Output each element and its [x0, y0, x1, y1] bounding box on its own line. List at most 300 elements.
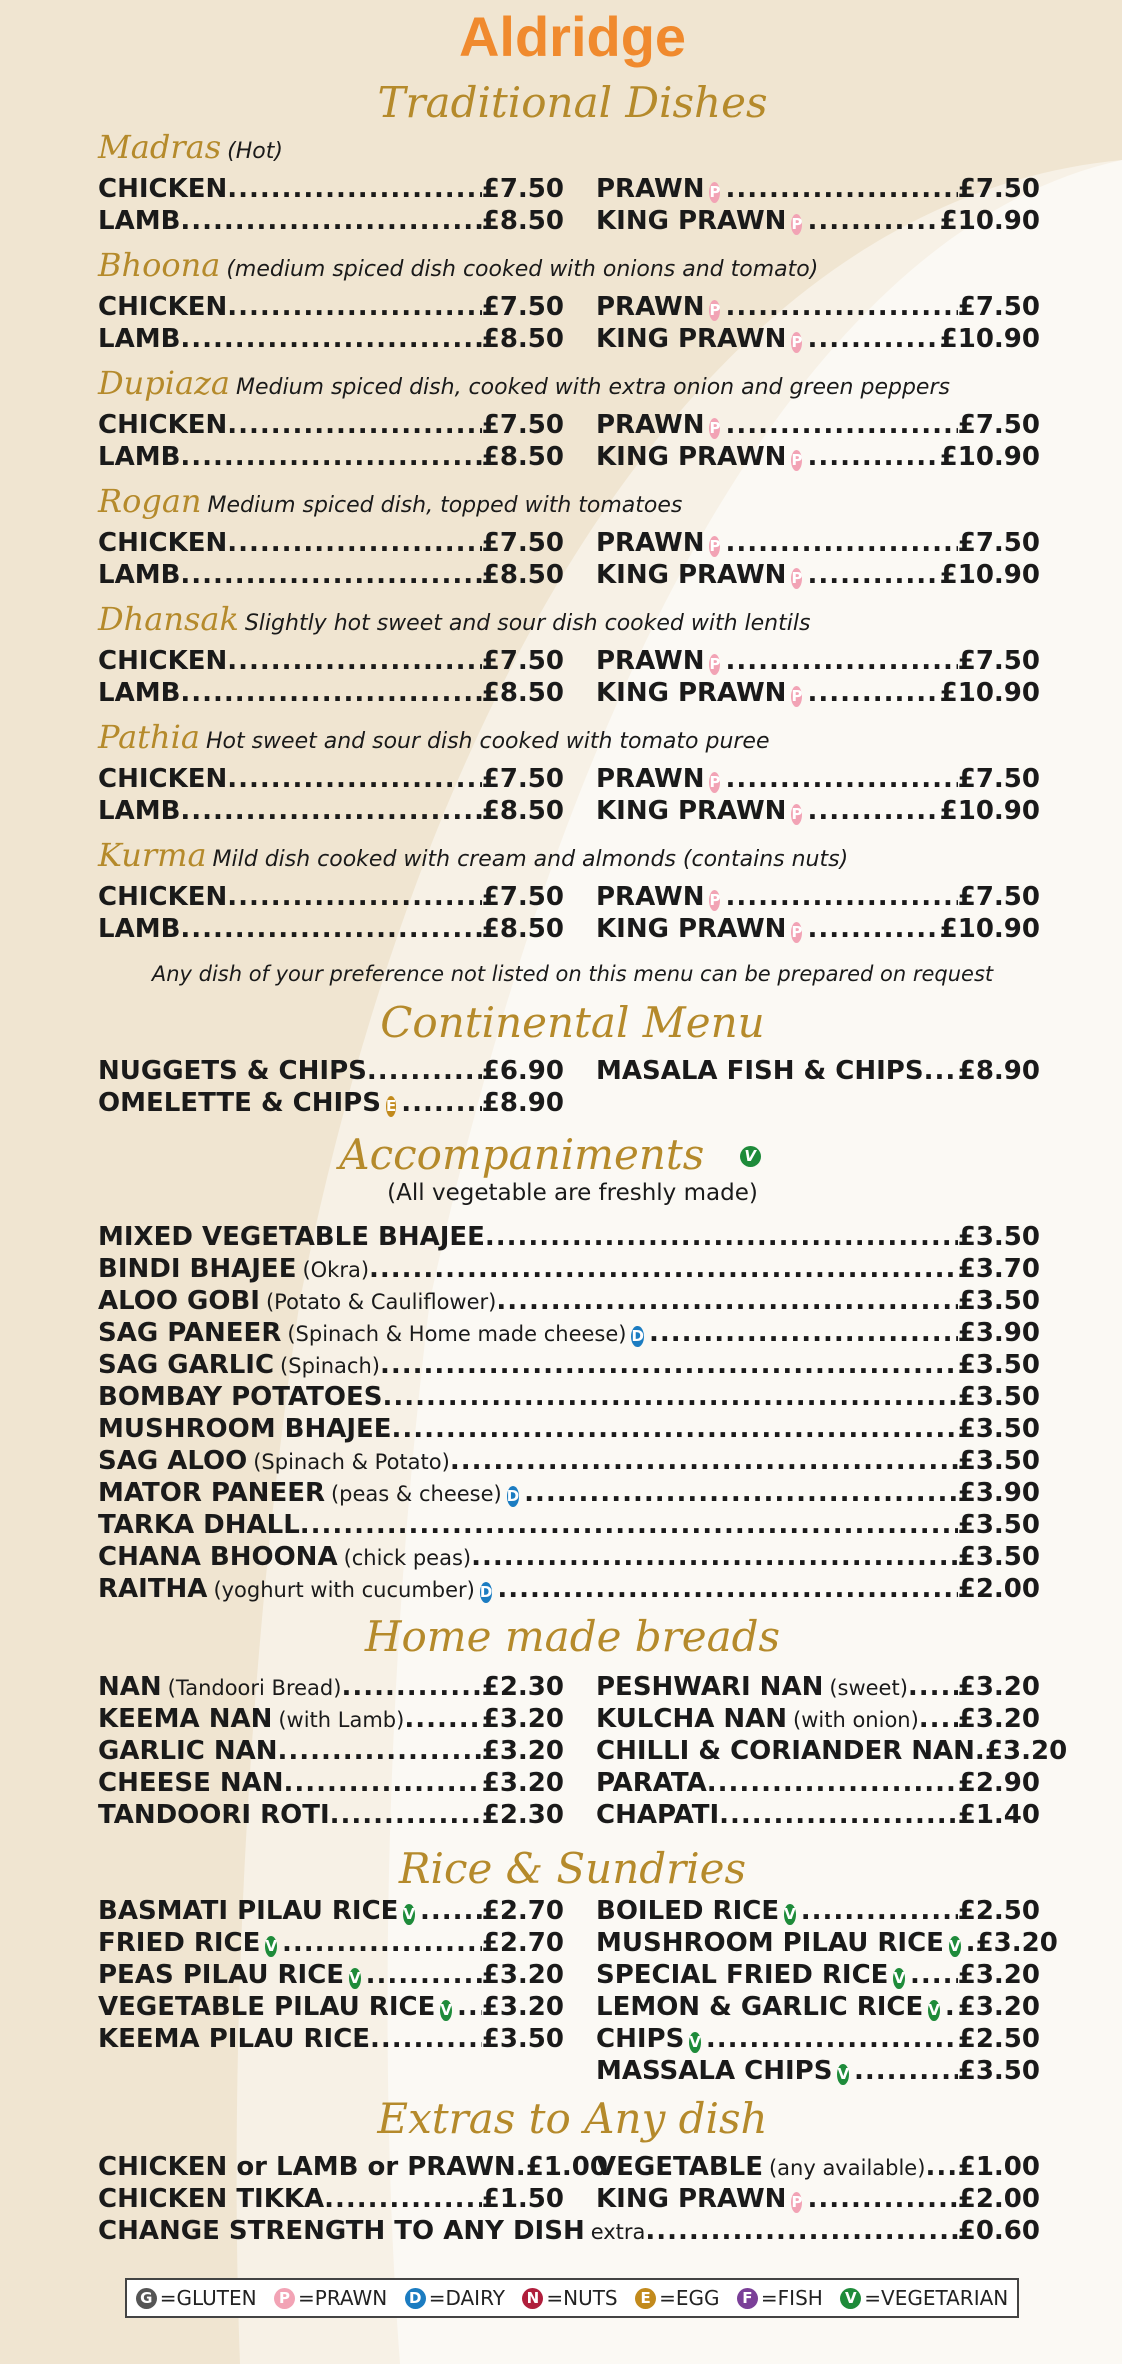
leader-dots — [801, 1896, 958, 1926]
menu-item-row — [596, 678, 1040, 710]
menu-item-price: £10.90 — [939, 442, 1040, 472]
menu-item-row — [596, 292, 1040, 324]
leader-dots — [330, 1800, 482, 1830]
menu-item-name: KING PRAWN — [596, 2184, 787, 2214]
menu-item-row — [98, 1510, 1040, 1542]
menu-item-description: (chick peas) — [343, 1546, 472, 1570]
menu-item-price: £7.50 — [481, 410, 564, 440]
menu-item-price: £8.90 — [957, 1056, 1040, 1086]
menu-item-price: £10.90 — [939, 678, 1040, 708]
leader-dots — [725, 646, 957, 676]
leader-dots — [369, 1254, 958, 1284]
prawn-icon: P — [709, 301, 721, 319]
leader-dots — [401, 1088, 482, 1118]
menu-item-row — [98, 1382, 1040, 1414]
dish-description: Medium spiced dish, topped with tomatoes — [207, 493, 683, 518]
leader-dots — [300, 1510, 958, 1540]
menu-item-price: £3.20 — [957, 1704, 1040, 1734]
menu-item-price: £10.90 — [939, 206, 1040, 236]
prawn-icon: P — [791, 215, 803, 233]
menu-item-row — [98, 1736, 564, 1768]
menu-item-price: £2.70 — [481, 1928, 564, 1958]
menu-item-price: £3.50 — [957, 1350, 1040, 1380]
legend-item — [522, 2286, 617, 2310]
menu-item-name: KING PRAWN — [596, 560, 787, 590]
continental-menu-title: Continental Menu — [380, 998, 765, 1047]
leader-dots — [807, 206, 939, 236]
leader-dots — [725, 528, 957, 558]
menu-item-row — [98, 2216, 1040, 2248]
leader-dots — [919, 1704, 958, 1734]
legend-egg-icon: E — [635, 2288, 656, 2309]
menu-item-name: MATOR PANEER — [98, 1478, 325, 1508]
menu-item-row — [596, 1704, 1040, 1736]
legend-label: =VEGETARIAN — [864, 2286, 1009, 2310]
legend-label: =FISH — [760, 2286, 823, 2310]
menu-item-row — [98, 1896, 564, 1928]
leader-dots — [910, 1960, 958, 1990]
menu-item-row — [98, 1960, 564, 1992]
prawn-icon: P — [791, 923, 803, 941]
extras-title: Extras to Any dish — [377, 2094, 768, 2143]
dish-description: (medium spiced dish cooked with onions and tomato) — [226, 257, 819, 282]
leader-dots — [227, 882, 481, 912]
menu-item-price: £3.50 — [957, 1382, 1040, 1412]
leader-dots — [227, 764, 481, 794]
leader-dots — [392, 1414, 958, 1444]
menu-item-price: £2.50 — [957, 2024, 1040, 2054]
menu-item-name: KULCHA NAN — [596, 1704, 788, 1734]
vegetarian-icon: V — [265, 1937, 277, 1955]
leader-dots — [284, 1768, 482, 1798]
menu-item-price: £0.60 — [957, 2216, 1040, 2246]
menu-item-price: £3.50 — [957, 2056, 1040, 2086]
leader-dots — [278, 1736, 482, 1766]
menu-item-row — [596, 1672, 1040, 1704]
menu-item-name: LAMB — [98, 678, 181, 708]
menu-item-price: £7.50 — [957, 528, 1040, 558]
menu-item-price: £6.90 — [481, 1056, 564, 1086]
legend-prawn-icon: P — [274, 2288, 295, 2309]
prawn-icon: P — [709, 419, 721, 437]
leader-dots — [807, 2184, 957, 2214]
menu-item-name: BOILED RICE — [596, 1896, 780, 1926]
menu-item-row — [98, 174, 564, 206]
menu-item-description: (Tandoori Bread) — [167, 1676, 342, 1700]
menu-item-name: PRAWN — [596, 764, 705, 794]
menu-item-row — [98, 2152, 608, 2184]
menu-item-price: £7.50 — [957, 882, 1040, 912]
dish-heading — [98, 128, 283, 166]
menu-item-price: £7.50 — [481, 528, 564, 558]
menu-item-name: CHICKEN — [98, 764, 228, 794]
menu-item-row — [596, 324, 1040, 356]
vegetarian-icon: V — [440, 2001, 452, 2019]
menu-item-name: GARLIC NAN — [98, 1736, 278, 1766]
leader-dots — [807, 914, 939, 944]
leader-dots — [366, 1960, 482, 1990]
leader-dots — [471, 1542, 958, 1572]
leader-dots — [807, 560, 939, 590]
menu-item-price: £3.20 — [957, 1992, 1040, 2022]
menu-item-name: PRAWN — [596, 528, 705, 558]
prawn-icon: P — [709, 655, 721, 673]
menu-item-row — [98, 1318, 1040, 1350]
menu-item-price: £10.90 — [939, 914, 1040, 944]
menu-item-name: PRAWN — [596, 174, 705, 204]
legend-item — [274, 2286, 387, 2310]
leader-dots — [496, 1286, 957, 1316]
vegetarian-icon: V — [403, 1905, 416, 1923]
menu-item-price: £1.00 — [525, 2152, 608, 2182]
menu-item-row — [98, 796, 564, 828]
leader-dots — [925, 2152, 957, 2182]
menu-item-description: (with onion) — [793, 1708, 919, 1732]
menu-item-name: MUSHROOM BHAJEE — [98, 1414, 392, 1444]
menu-item-price: £7.50 — [957, 410, 1040, 440]
menu-item-price: £7.50 — [481, 882, 564, 912]
menu-item-name: NAN — [98, 1672, 162, 1702]
dairy-icon: D — [479, 1583, 493, 1601]
menu-item-name: KING PRAWN — [596, 206, 787, 236]
dish-heading — [98, 718, 770, 756]
menu-item-price: £3.90 — [957, 1318, 1040, 1348]
menu-item-name: CHICKEN — [98, 646, 228, 676]
prawn-icon: P — [791, 451, 803, 469]
menu-item-row — [98, 1704, 564, 1736]
menu-item-row — [98, 1254, 1040, 1286]
menu-item-name: CHICKEN — [98, 882, 228, 912]
leader-dots — [966, 1928, 976, 1958]
menu-item-price: £3.20 — [481, 1960, 564, 1990]
menu-item-row — [98, 1478, 1040, 1510]
menu-item-name: LAMB — [98, 560, 181, 590]
menu-item-row — [98, 292, 564, 324]
menu-item-description: (Okra) — [302, 1258, 370, 1282]
menu-item-row — [98, 560, 564, 592]
prawn-icon: P — [709, 537, 721, 555]
leader-dots — [645, 2216, 957, 2246]
menu-item-description: (yoghurt with cucumber) — [213, 1578, 475, 1602]
menu-item-name: CHEESE NAN — [98, 1768, 284, 1798]
dish-description: Mild dish cooked with cream and almonds (contains nuts) — [212, 847, 849, 872]
menu-item-row — [596, 1056, 1040, 1088]
vegetarian-icon: V — [948, 1937, 961, 1955]
menu-item-row — [98, 410, 564, 442]
leader-dots — [457, 1992, 482, 2022]
menu-item-name: LAMB — [98, 206, 181, 236]
menu-item-row — [596, 442, 1040, 474]
menu-item-name: PRAWN — [596, 646, 705, 676]
menu-item-row — [98, 678, 564, 710]
menu-item-name: BINDI BHAJEE — [98, 1254, 297, 1284]
menu-item-name: MIXED VEGETABLE BHAJEE — [98, 1222, 485, 1252]
menu-item-name: CHICKEN — [98, 528, 228, 558]
menu-item-description: (Spinach & Potato) — [253, 1450, 450, 1474]
leader-dots — [180, 796, 481, 826]
menu-item-price: £2.50 — [957, 1896, 1040, 1926]
leader-dots — [908, 1672, 958, 1702]
leader-dots — [807, 796, 939, 826]
menu-item-name: PESHWARI NAN — [596, 1672, 824, 1702]
menu-item-name: LAMB — [98, 914, 181, 944]
leader-dots — [282, 1928, 482, 1958]
menu-item-description: (Potato & Cauliflower) — [265, 1290, 497, 1314]
menu-item-row — [98, 1222, 1040, 1254]
menu-item-row — [98, 882, 564, 914]
menu-item-row — [596, 410, 1040, 442]
leader-dots — [404, 1704, 481, 1734]
menu-item-price: £3.20 — [975, 1928, 1058, 1958]
vegetarian-icon: V — [689, 2033, 701, 2051]
menu-item-price: £7.50 — [481, 174, 564, 204]
dish-description: (Hot) — [227, 139, 283, 164]
legend-nuts-icon: N — [522, 2288, 543, 2309]
menu-item-row — [98, 2184, 564, 2216]
menu-item-row — [98, 2024, 564, 2056]
menu-item-description: (with Lamb) — [278, 1708, 405, 1732]
menu-item-price: £2.90 — [957, 1768, 1040, 1798]
leader-dots — [945, 1992, 958, 2022]
menu-item-name: KING PRAWN — [596, 442, 787, 472]
leader-dots — [649, 1318, 958, 1348]
menu-item-description: (Spinach & Home made cheese) — [287, 1322, 627, 1346]
menu-item-name: KEEMA NAN — [98, 1704, 273, 1734]
menu-item-name: RAITHA — [98, 1574, 208, 1604]
menu-item-row — [596, 1960, 1040, 1992]
leader-dots — [719, 1800, 958, 1830]
menu-item-price: £8.50 — [481, 324, 564, 354]
menu-item-name: PRAWN — [596, 410, 705, 440]
menu-item-price: £8.50 — [481, 442, 564, 472]
legend-item — [840, 2286, 1008, 2310]
menu-item-name: LEMON & GARLIC RICE — [596, 1992, 924, 2022]
restaurant-name: Aldridge — [458, 5, 687, 68]
legend-item — [737, 2286, 823, 2310]
dish-heading — [98, 600, 810, 638]
dish-description: Hot sweet and sour dish cooked with tomato puree — [205, 729, 770, 754]
legend-item — [635, 2286, 719, 2310]
menu-item-row — [98, 1672, 564, 1704]
legend-label: =PRAWN — [298, 2286, 388, 2310]
leader-dots — [227, 292, 481, 322]
menu-item-name: MUSHROOM PILAU RICE — [596, 1928, 944, 1958]
menu-item-row — [596, 174, 1040, 206]
menu-item-name: PRAWN — [596, 882, 705, 912]
leader-dots — [725, 292, 957, 322]
menu-item-price: £8.50 — [481, 914, 564, 944]
menu-item-name: VEGETABLE PILAU RICE — [98, 1992, 436, 2022]
menu-item-price: £3.50 — [957, 1286, 1040, 1316]
menu-item-price: £3.70 — [957, 1254, 1040, 1284]
menu-item-name: TANDOORI ROTI — [98, 1800, 330, 1830]
menu-item-row — [98, 1286, 1040, 1318]
menu-item-name: CHANGE STRENGTH TO ANY DISH — [98, 2216, 585, 2246]
vegetarian-icon: V — [837, 2065, 850, 2083]
leader-dots — [497, 1574, 957, 1604]
menu-item-name: KING PRAWN — [596, 324, 787, 354]
leader-dots — [725, 174, 957, 204]
menu-item-row — [596, 1800, 1040, 1832]
leader-dots — [180, 206, 481, 236]
menu-item-price: £7.50 — [957, 764, 1040, 794]
menu-item-row — [596, 2056, 1040, 2088]
leader-dots — [485, 1222, 958, 1252]
leader-dots — [707, 1768, 958, 1798]
dish-heading — [98, 364, 950, 402]
menu-item-name: SAG PANEER — [98, 1318, 282, 1348]
menu-item-name: SAG ALOO — [98, 1446, 248, 1476]
request-note: Any dish of your preference not listed on this menu can be prepared on request — [151, 962, 994, 986]
vegetarian-icon: V — [928, 2001, 940, 2019]
menu-item-description: (sweet) — [829, 1676, 908, 1700]
menu-item-price: £7.50 — [957, 646, 1040, 676]
menu-item-price: £2.70 — [481, 1896, 564, 1926]
leader-dots — [450, 1446, 958, 1476]
legend-fish-icon: F — [737, 2288, 758, 2309]
menu-item-price: £8.90 — [481, 1088, 564, 1118]
vegetarian-icon: V — [893, 1969, 906, 1987]
menu-item-row — [98, 1542, 1040, 1574]
dairy-icon: D — [631, 1327, 644, 1345]
menu-item-name: BOMBAY POTATOES — [98, 1382, 383, 1412]
menu-item-row — [98, 1800, 564, 1832]
menu-item-row — [596, 2184, 1040, 2216]
menu-item-name: TARKA DHALL — [98, 1510, 300, 1540]
menu-item-row — [596, 1928, 1058, 1960]
menu-item-price: £3.20 — [481, 1704, 564, 1734]
dish-heading — [98, 246, 818, 284]
menu-item-row — [98, 914, 564, 946]
menu-item-name: CHICKEN — [98, 410, 228, 440]
egg-icon: E — [385, 1097, 397, 1115]
menu-item-price: £2.00 — [957, 2184, 1040, 2214]
accompaniments-note: (All vegetable are freshly made) — [387, 1180, 758, 1206]
leader-dots — [706, 2024, 958, 2054]
menu-item-price: £2.30 — [481, 1672, 564, 1702]
menu-item-row — [98, 1574, 1040, 1606]
menu-item-price: £10.90 — [939, 796, 1040, 826]
menu-item-name: CHANA BHOONA — [98, 1542, 338, 1572]
menu-item-price: £8.50 — [481, 678, 564, 708]
menu-item-price: £2.30 — [481, 1800, 564, 1830]
menu-item-price: £10.90 — [939, 560, 1040, 590]
leader-dots — [725, 410, 957, 440]
menu-item-row — [98, 1928, 564, 1960]
vegetarian-icon: V — [349, 1969, 361, 1987]
menu-item-price: £3.50 — [957, 1414, 1040, 1444]
menu-item-price: £3.20 — [481, 1992, 564, 2022]
dish-name: Pathia — [98, 718, 200, 756]
dish-heading — [98, 482, 682, 520]
rice-sundries-title: Rice & Sundries — [398, 1844, 747, 1893]
prawn-icon: P — [791, 805, 803, 823]
menu-item-price: £7.50 — [481, 292, 564, 322]
leader-dots — [516, 2152, 526, 2182]
legend-label: =NUTS — [546, 2286, 618, 2310]
menu-item-row — [98, 528, 564, 560]
menu-item-row — [596, 882, 1040, 914]
leader-dots — [341, 1672, 481, 1702]
leader-dots — [367, 1056, 482, 1086]
leader-dots — [807, 678, 939, 708]
dish-description: Slightly hot sweet and sour dish cooked with lentils — [244, 611, 811, 636]
leader-dots — [807, 442, 939, 472]
dish-name: Dhansak — [98, 600, 239, 638]
menu-item-row — [98, 1446, 1040, 1478]
menu-item-name: LAMB — [98, 324, 181, 354]
menu-item-name: ALOO GOBI — [98, 1286, 260, 1316]
menu-item-price: £3.50 — [957, 1222, 1040, 1252]
menu-item-row — [596, 528, 1040, 560]
leader-dots — [975, 1736, 985, 1766]
menu-item-name: PARATA — [596, 1768, 707, 1798]
menu-item-price: £8.50 — [481, 206, 564, 236]
leader-dots — [854, 2056, 958, 2086]
menu-item-price: £3.50 — [481, 2024, 564, 2054]
menu-item-description: (Spinach) — [280, 1354, 380, 1378]
menu-item-price: £7.50 — [481, 646, 564, 676]
leader-dots — [382, 1382, 957, 1412]
dish-name: Madras — [98, 128, 222, 166]
menu-item-price: £10.90 — [939, 324, 1040, 354]
dish-name: Rogan — [98, 482, 202, 520]
vegetarian-icon: V — [740, 1146, 761, 1167]
menu-item-row — [596, 2024, 1040, 2056]
leader-dots — [180, 678, 481, 708]
legend-item — [405, 2286, 505, 2310]
menu-item-name: CHICKEN — [98, 292, 228, 322]
menu-item-price: £7.50 — [957, 174, 1040, 204]
menu-item-name: CHICKEN — [98, 174, 228, 204]
legend-item — [136, 2286, 257, 2310]
leader-dots — [227, 646, 481, 676]
traditional-dishes-title: Traditional Dishes — [377, 78, 768, 127]
menu-item-row — [98, 324, 564, 356]
menu-item-price: £1.00 — [957, 2152, 1040, 2182]
leader-dots — [807, 324, 939, 354]
menu-item-name: MASSALA CHIPS — [596, 2056, 833, 2086]
menu-item-name: NUGGETS & CHIPS — [98, 1056, 367, 1086]
menu-item-row — [98, 764, 564, 796]
menu-item-name: KING PRAWN — [596, 914, 787, 944]
leader-dots — [180, 324, 481, 354]
legend-vegetarian-icon: V — [840, 2288, 861, 2309]
leader-dots — [180, 442, 481, 472]
prawn-icon: P — [709, 183, 721, 201]
menu-item-name: KING PRAWN — [596, 796, 787, 826]
menu-item-price: £3.20 — [957, 1960, 1040, 1990]
prawn-icon: P — [709, 891, 721, 909]
legend-label: =EGG — [659, 2286, 720, 2310]
menu-item-name: SAG GARLIC — [98, 1350, 275, 1380]
menu-item-row — [596, 1736, 1068, 1768]
leader-dots — [420, 1896, 482, 1926]
legend-dairy-icon: D — [405, 2288, 426, 2309]
dish-heading — [98, 836, 848, 874]
menu-item-description: (peas & cheese) — [330, 1482, 502, 1506]
vegetarian-icon: V — [784, 1905, 796, 1923]
legend-label: =GLUTEN — [159, 2286, 257, 2310]
menu-item-price: £3.20 — [481, 1768, 564, 1798]
menu-item-description: (any available) — [768, 2156, 926, 2180]
menu-item-row — [596, 560, 1040, 592]
menu-item-price: £2.00 — [957, 1574, 1040, 1604]
menu-item-name: OMELETTE & CHIPS — [98, 1088, 381, 1118]
leader-dots — [227, 174, 481, 204]
menu-item-name: CHAPATI — [596, 1800, 720, 1830]
menu-item-price: £1.50 — [481, 2184, 564, 2214]
